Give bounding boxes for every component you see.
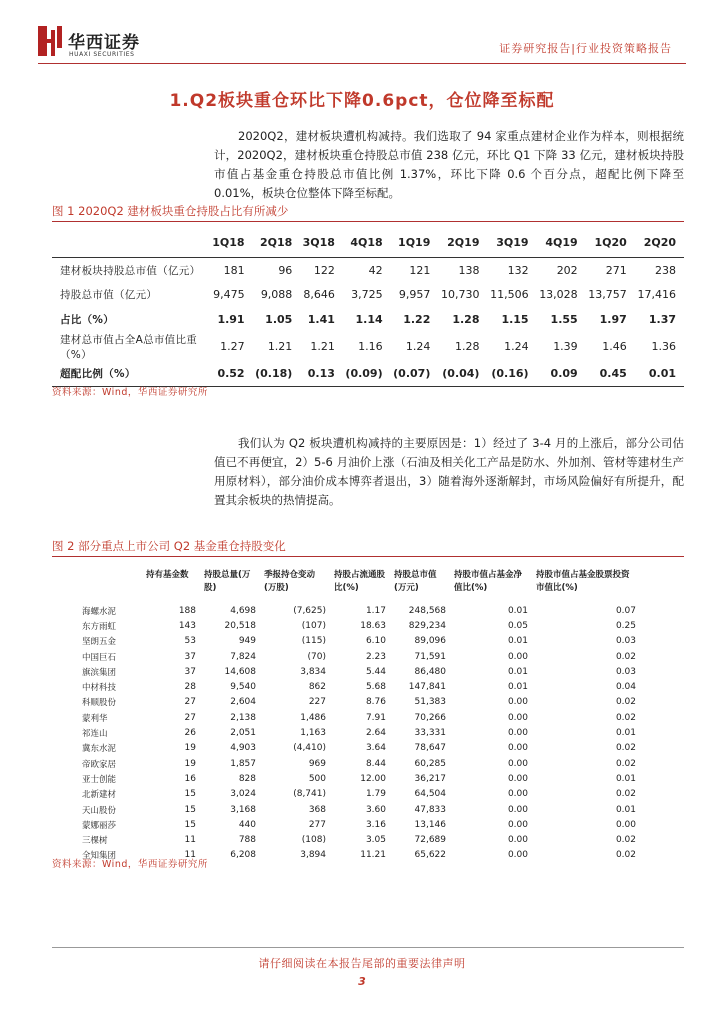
table-cell: 6.10	[365, 636, 386, 647]
company-name: 亚士创能	[82, 774, 117, 785]
table-cell: 949	[238, 636, 256, 647]
row-label: 建材板块持股总市值（亿元）	[60, 264, 201, 277]
table-cell: 3,894	[300, 850, 326, 861]
row-label: 建材总市值占全A总市值比重（%）	[60, 333, 198, 361]
table-cell: 181	[223, 263, 245, 277]
table-header-empty	[52, 227, 210, 258]
table-cell: 0.02	[615, 697, 636, 708]
column-header: 持股总市值(万元)	[394, 570, 437, 593]
table-cell: 0.45	[586, 362, 635, 387]
table-cell: 0.00	[507, 804, 528, 815]
table-cell: 86,480	[414, 666, 446, 677]
table-cell: 1.21	[310, 340, 335, 353]
figure-2-title: 图 2 部分重点上市公司 Q2 基金重仓持股变化	[52, 539, 286, 553]
figure-2-table	[78, 567, 640, 863]
table-row	[78, 771, 640, 786]
table-cell: 0.00	[507, 758, 528, 769]
table-row	[78, 817, 640, 832]
table-cell: 138	[458, 263, 480, 277]
table-cell: 0.05	[507, 620, 528, 631]
column-header: 2Q19	[438, 227, 487, 258]
table-row	[52, 307, 684, 332]
table-cell: 1.05	[265, 312, 293, 326]
table-cell: 440	[238, 819, 256, 830]
table-cell: 1.91	[217, 312, 245, 326]
table-row	[78, 741, 640, 756]
page-number: 3	[358, 975, 366, 988]
table-cell: 862	[308, 682, 326, 693]
table-cell: 0.52	[210, 362, 253, 387]
table-cell: 121	[409, 263, 431, 277]
company-name: 中材科技	[82, 683, 117, 694]
table-cell: 8.44	[365, 758, 386, 769]
company-name: 旗滨集团	[82, 667, 117, 678]
company-name: 北新建材	[82, 790, 117, 801]
table-cell: 271	[605, 263, 627, 277]
table-cell: 1.24	[504, 340, 529, 353]
table-cell: 15	[184, 804, 196, 815]
table-cell: (7,625)	[293, 605, 326, 616]
column-header: 1Q20	[586, 227, 635, 258]
table-row	[78, 802, 640, 817]
table-cell: 202	[556, 263, 578, 277]
table-cell: 368	[308, 804, 326, 815]
table-cell: 1.14	[355, 312, 383, 326]
table-cell: 10,730	[440, 288, 480, 302]
table-cell: 0.02	[615, 651, 636, 662]
table-cell: 0.00	[507, 651, 528, 662]
company-name: 海螺水泥	[82, 606, 117, 617]
table-row	[78, 618, 640, 633]
table-cell: 0.02	[615, 850, 636, 861]
table-cell: 1.97	[599, 312, 627, 326]
table-cell: 0.04	[615, 682, 636, 693]
table-cell: 0.02	[615, 789, 636, 800]
table-cell: 2,604	[230, 697, 256, 708]
table-cell: 500	[308, 773, 326, 784]
company-name: 祁连山	[82, 729, 108, 740]
company-name: 中国巨石	[82, 652, 117, 663]
company-name: 蒙利华	[82, 713, 108, 724]
table-cell: (0.04)	[438, 362, 487, 387]
table-cell: 1.24	[405, 340, 431, 353]
table-cell: 2,051	[230, 728, 256, 739]
table-cell: 238	[655, 263, 676, 277]
paragraph-2-text: 我们认为 Q2 板块遭机构减持的主要原因是：1）经过了 3-4 月的上涨后，部分公司估值已不再便宜，2）5-6 月油价上涨（石油及相关化工产品是防水、外加剂、管材等建材生产用原材料），部分油价成本博弈者退出，3）随着海外逐渐解封，市场风险偏好有所提升，配置其余板块的热情提高。	[214, 436, 684, 507]
paragraph-2	[214, 434, 684, 510]
table-cell: 188	[178, 605, 196, 616]
figure-2-rule	[52, 556, 684, 557]
table-cell: 1,857	[230, 758, 256, 769]
figure-1-table	[52, 227, 684, 387]
table-cell: 7.91	[365, 712, 386, 723]
table-cell: 19	[184, 758, 196, 769]
table-cell: 829,234	[408, 620, 446, 631]
table-cell: 9,957	[398, 288, 431, 302]
table-cell: 37	[184, 651, 196, 662]
table-cell: 8,646	[303, 288, 335, 302]
table-row	[78, 725, 640, 740]
table-cell: 5.44	[365, 666, 386, 677]
table-cell: 64,504	[414, 789, 446, 800]
table-header-row	[78, 567, 640, 601]
company-name: 帝欧家居	[82, 759, 117, 770]
paragraph-1	[214, 127, 684, 203]
table-cell: 96	[278, 263, 293, 277]
table-cell: 0.01	[615, 728, 636, 739]
table-cell: 788	[238, 835, 256, 846]
column-header: 持股占流通股比(%)	[334, 570, 386, 593]
table-cell: 3.05	[365, 835, 386, 846]
figure-1-rule	[52, 221, 684, 222]
table-cell: 0.03	[615, 666, 636, 677]
table-cell: 9,475	[213, 288, 245, 302]
table-row	[78, 601, 640, 618]
row-label: 超配比例（%）	[52, 362, 210, 387]
table-cell: 2.64	[365, 728, 386, 739]
table-cell: 0.01	[615, 804, 636, 815]
table-row	[78, 756, 640, 771]
table-cell: 13,757	[588, 288, 627, 302]
table-cell: (107)	[301, 620, 326, 631]
table-cell: 65,622	[414, 850, 446, 861]
table-row	[52, 283, 684, 308]
table-cell: 0.00	[507, 789, 528, 800]
company-name: 东方雨虹	[82, 621, 117, 632]
table-cell: 71,591	[414, 651, 446, 662]
table-cell: 0.02	[615, 835, 636, 846]
table-cell: 277	[308, 819, 326, 830]
table-row	[78, 664, 640, 679]
table-cell: 47,833	[414, 804, 446, 815]
paragraph-1-text: 2020Q2，建材板块遭机构减持。我们选取了 94 家重点建材企业作为样本，则根据统计，2020Q2，建材板块重仓持股总市值 238 亿元，环比 Q1 下降 33 亿元，建材板块持股市值占基金重仓持股总市值比例 1.37%，环比下降 0.6 个百分点，超配比例下降至 0.01%，板块仓位整体下降至标配。	[214, 129, 684, 200]
table-cell: (4,410)	[293, 743, 326, 754]
table-cell: 3,834	[300, 666, 326, 677]
column-header: 持股市值占基金净值比(%)	[454, 570, 523, 593]
table-cell: 1.15	[501, 312, 529, 326]
table-cell: 1.28	[454, 340, 480, 353]
table-cell: 248,568	[408, 605, 446, 616]
table-cell: 13,028	[539, 288, 578, 302]
table-cell: 51,383	[414, 697, 446, 708]
table-cell: 0.02	[615, 743, 636, 754]
huaxi-logo-icon	[38, 26, 62, 56]
table-cell: 0.00	[507, 773, 528, 784]
company-name: 坚朗五金	[82, 637, 117, 648]
table-cell: 227	[308, 697, 326, 708]
table-cell: 3.16	[365, 819, 386, 830]
row-label: 占比（%）	[60, 313, 115, 326]
table-cell: 3.64	[365, 743, 386, 754]
table-cell: 0.00	[615, 819, 636, 830]
company-name: 蒙娜丽莎	[82, 820, 117, 831]
figure-1-title: 图 1 2020Q2 建材板块重仓持股占比有所减少	[52, 204, 289, 218]
table-cell: 70,266	[414, 712, 446, 723]
table-cell: 3,024	[230, 789, 256, 800]
table-cell: 0.07	[615, 605, 636, 616]
table-cell: 8.76	[365, 697, 386, 708]
table-cell: 5.68	[365, 682, 386, 693]
column-header: 3Q19	[487, 227, 536, 258]
table-cell: 1.21	[267, 340, 293, 353]
table-cell: 0.02	[615, 712, 636, 723]
table-cell: 1.41	[307, 312, 335, 326]
logo-chinese-name: 华西证券	[68, 33, 140, 53]
table-cell: 1.28	[452, 312, 480, 326]
table-cell: 89,096	[414, 636, 446, 647]
legal-notice: 请仔细阅读在本报告尾部的重要法律声明	[258, 957, 466, 970]
table-row	[78, 634, 640, 649]
table-cell: 12.00	[360, 773, 386, 784]
table-cell: 1,163	[300, 728, 326, 739]
column-header: 2Q20	[635, 227, 684, 258]
table-cell: 147,841	[408, 682, 446, 693]
table-cell: 0.01	[507, 605, 528, 616]
column-header: 2Q18	[253, 227, 301, 258]
figure-2-source: 资料来源：Wind，华西证券研究所	[52, 859, 208, 870]
table-cell: 0.00	[507, 712, 528, 723]
table-cell: 11	[184, 850, 196, 861]
table-cell: 26	[184, 728, 196, 739]
section-title: 1.Q2板块重仓环比下降0.6pct，仓位降至标配	[169, 91, 555, 111]
table-cell: 27	[184, 712, 196, 723]
table-cell: 0.00	[507, 850, 528, 861]
column-header: 3Q18	[300, 227, 343, 258]
table-cell: (8,741)	[293, 789, 326, 800]
table-cell: 1.39	[553, 340, 578, 353]
table-cell: 1.22	[403, 312, 431, 326]
table-cell: 33,331	[414, 728, 446, 739]
column-header: 1Q18	[210, 227, 253, 258]
table-cell: 15	[184, 789, 196, 800]
table-row	[78, 787, 640, 802]
column-header: 4Q19	[537, 227, 586, 258]
table-cell: 1.46	[602, 340, 627, 353]
table-cell: 0.00	[507, 835, 528, 846]
table-cell: 14,608	[224, 666, 256, 677]
company-name: 三棵树	[82, 836, 108, 847]
table-cell: 0.00	[507, 728, 528, 739]
table-cell: (70)	[307, 651, 326, 662]
table-cell: 3,168	[230, 804, 256, 815]
table-cell: 60,285	[414, 758, 446, 769]
table-cell: 42	[368, 263, 383, 277]
table-cell: 4,903	[230, 743, 256, 754]
table-cell: 0.01	[635, 362, 684, 387]
company-name: 天山股份	[82, 805, 117, 816]
column-header: 1Q19	[391, 227, 439, 258]
table-cell: 0.02	[615, 758, 636, 769]
table-cell: 1.27	[220, 340, 245, 353]
table-cell: 37	[184, 666, 196, 677]
table-cell: 15	[184, 819, 196, 830]
table-cell: 4,698	[230, 605, 256, 616]
column-header: 持股总量(万股)	[204, 570, 251, 593]
column-header: 持有基金数	[146, 570, 189, 580]
table-cell: 16	[184, 773, 196, 784]
logo-english-name: HUAXI SECURITIES	[69, 51, 135, 58]
table-cell: 20,518	[224, 620, 256, 631]
table-row	[78, 832, 640, 847]
table-cell: 1.55	[550, 312, 578, 326]
table-row	[78, 649, 640, 664]
table-cell: 0.00	[507, 743, 528, 754]
figure-1-source: 资料来源：Wind，华西证券研究所	[52, 387, 208, 398]
table-cell: 1.79	[365, 789, 386, 800]
table-cell: 3,725	[351, 288, 383, 302]
table-row	[52, 362, 684, 387]
table-cell: 969	[308, 758, 326, 769]
column-header: 持股市值占基金股票投资市值比(%)	[536, 570, 630, 593]
table-cell: 72,689	[414, 835, 446, 846]
company-name: 全知集团	[82, 851, 117, 862]
table-cell: 1.17	[365, 605, 386, 616]
table-cell: 13,146	[414, 819, 446, 830]
table-cell: 828	[238, 773, 256, 784]
table-cell: 7,824	[230, 651, 256, 662]
table-cell: 18.63	[360, 620, 386, 631]
table-cell: 0.25	[615, 620, 636, 631]
table-row	[78, 710, 640, 725]
table-cell: 0.00	[507, 697, 528, 708]
table-cell: 143	[178, 620, 196, 631]
table-cell: 3.60	[365, 804, 386, 815]
column-header: 4Q18	[343, 227, 391, 258]
table-cell: 2,138	[230, 712, 256, 723]
table-cell: 9,540	[230, 682, 256, 693]
company-name: 冀东水泥	[82, 744, 117, 755]
table-cell: 11.21	[360, 850, 386, 861]
table-cell: 6,208	[230, 850, 256, 861]
table-cell: 36,217	[414, 773, 446, 784]
table-cell: 1.16	[358, 340, 383, 353]
table-cell: (0.18)	[253, 362, 301, 387]
table-cell: 1,486	[300, 712, 326, 723]
table-cell: 0.00	[507, 819, 528, 830]
table-row	[78, 695, 640, 710]
table-cell: 28	[184, 682, 196, 693]
table-cell: 0.01	[507, 636, 528, 647]
row-label: 持股总市值（亿元）	[60, 289, 158, 302]
footer-divider	[52, 947, 684, 948]
table-cell: 0.01	[507, 666, 528, 677]
table-cell: 2.23	[365, 651, 386, 662]
table-cell: (0.16)	[487, 362, 536, 387]
table-cell: 19	[184, 743, 196, 754]
table-cell: 0.13	[300, 362, 343, 387]
table-cell: 17,416	[637, 288, 676, 302]
table-cell: 132	[507, 263, 529, 277]
table-cell: 122	[313, 263, 335, 277]
table-cell: 11	[184, 835, 196, 846]
table-cell: (115)	[301, 636, 326, 647]
table-cell: 0.09	[537, 362, 586, 387]
table-cell: 0.01	[507, 682, 528, 693]
table-cell: 0.03	[615, 636, 636, 647]
table-cell: 1.36	[651, 340, 676, 353]
table-cell: 0.01	[615, 773, 636, 784]
table-row	[78, 679, 640, 694]
table-cell: (108)	[301, 835, 326, 846]
header-divider	[38, 63, 686, 64]
column-header: 季报持仓变动(万股)	[264, 570, 316, 593]
table-cell: 9,088	[260, 288, 293, 302]
column-header	[78, 567, 142, 601]
table-row	[52, 332, 684, 362]
table-cell: 53	[184, 636, 196, 647]
table-cell: 78,647	[414, 743, 446, 754]
table-cell: (0.09)	[343, 362, 391, 387]
table-cell: 11,506	[490, 288, 529, 302]
table-row	[52, 258, 684, 283]
table-cell: 1.37	[648, 312, 676, 326]
report-type: 证券研究报告|行业投资策略报告	[499, 42, 672, 55]
table-cell: 27	[184, 697, 196, 708]
company-name: 科顺股份	[82, 698, 117, 709]
table-cell: (0.07)	[391, 362, 439, 387]
table-header-row	[52, 227, 684, 258]
